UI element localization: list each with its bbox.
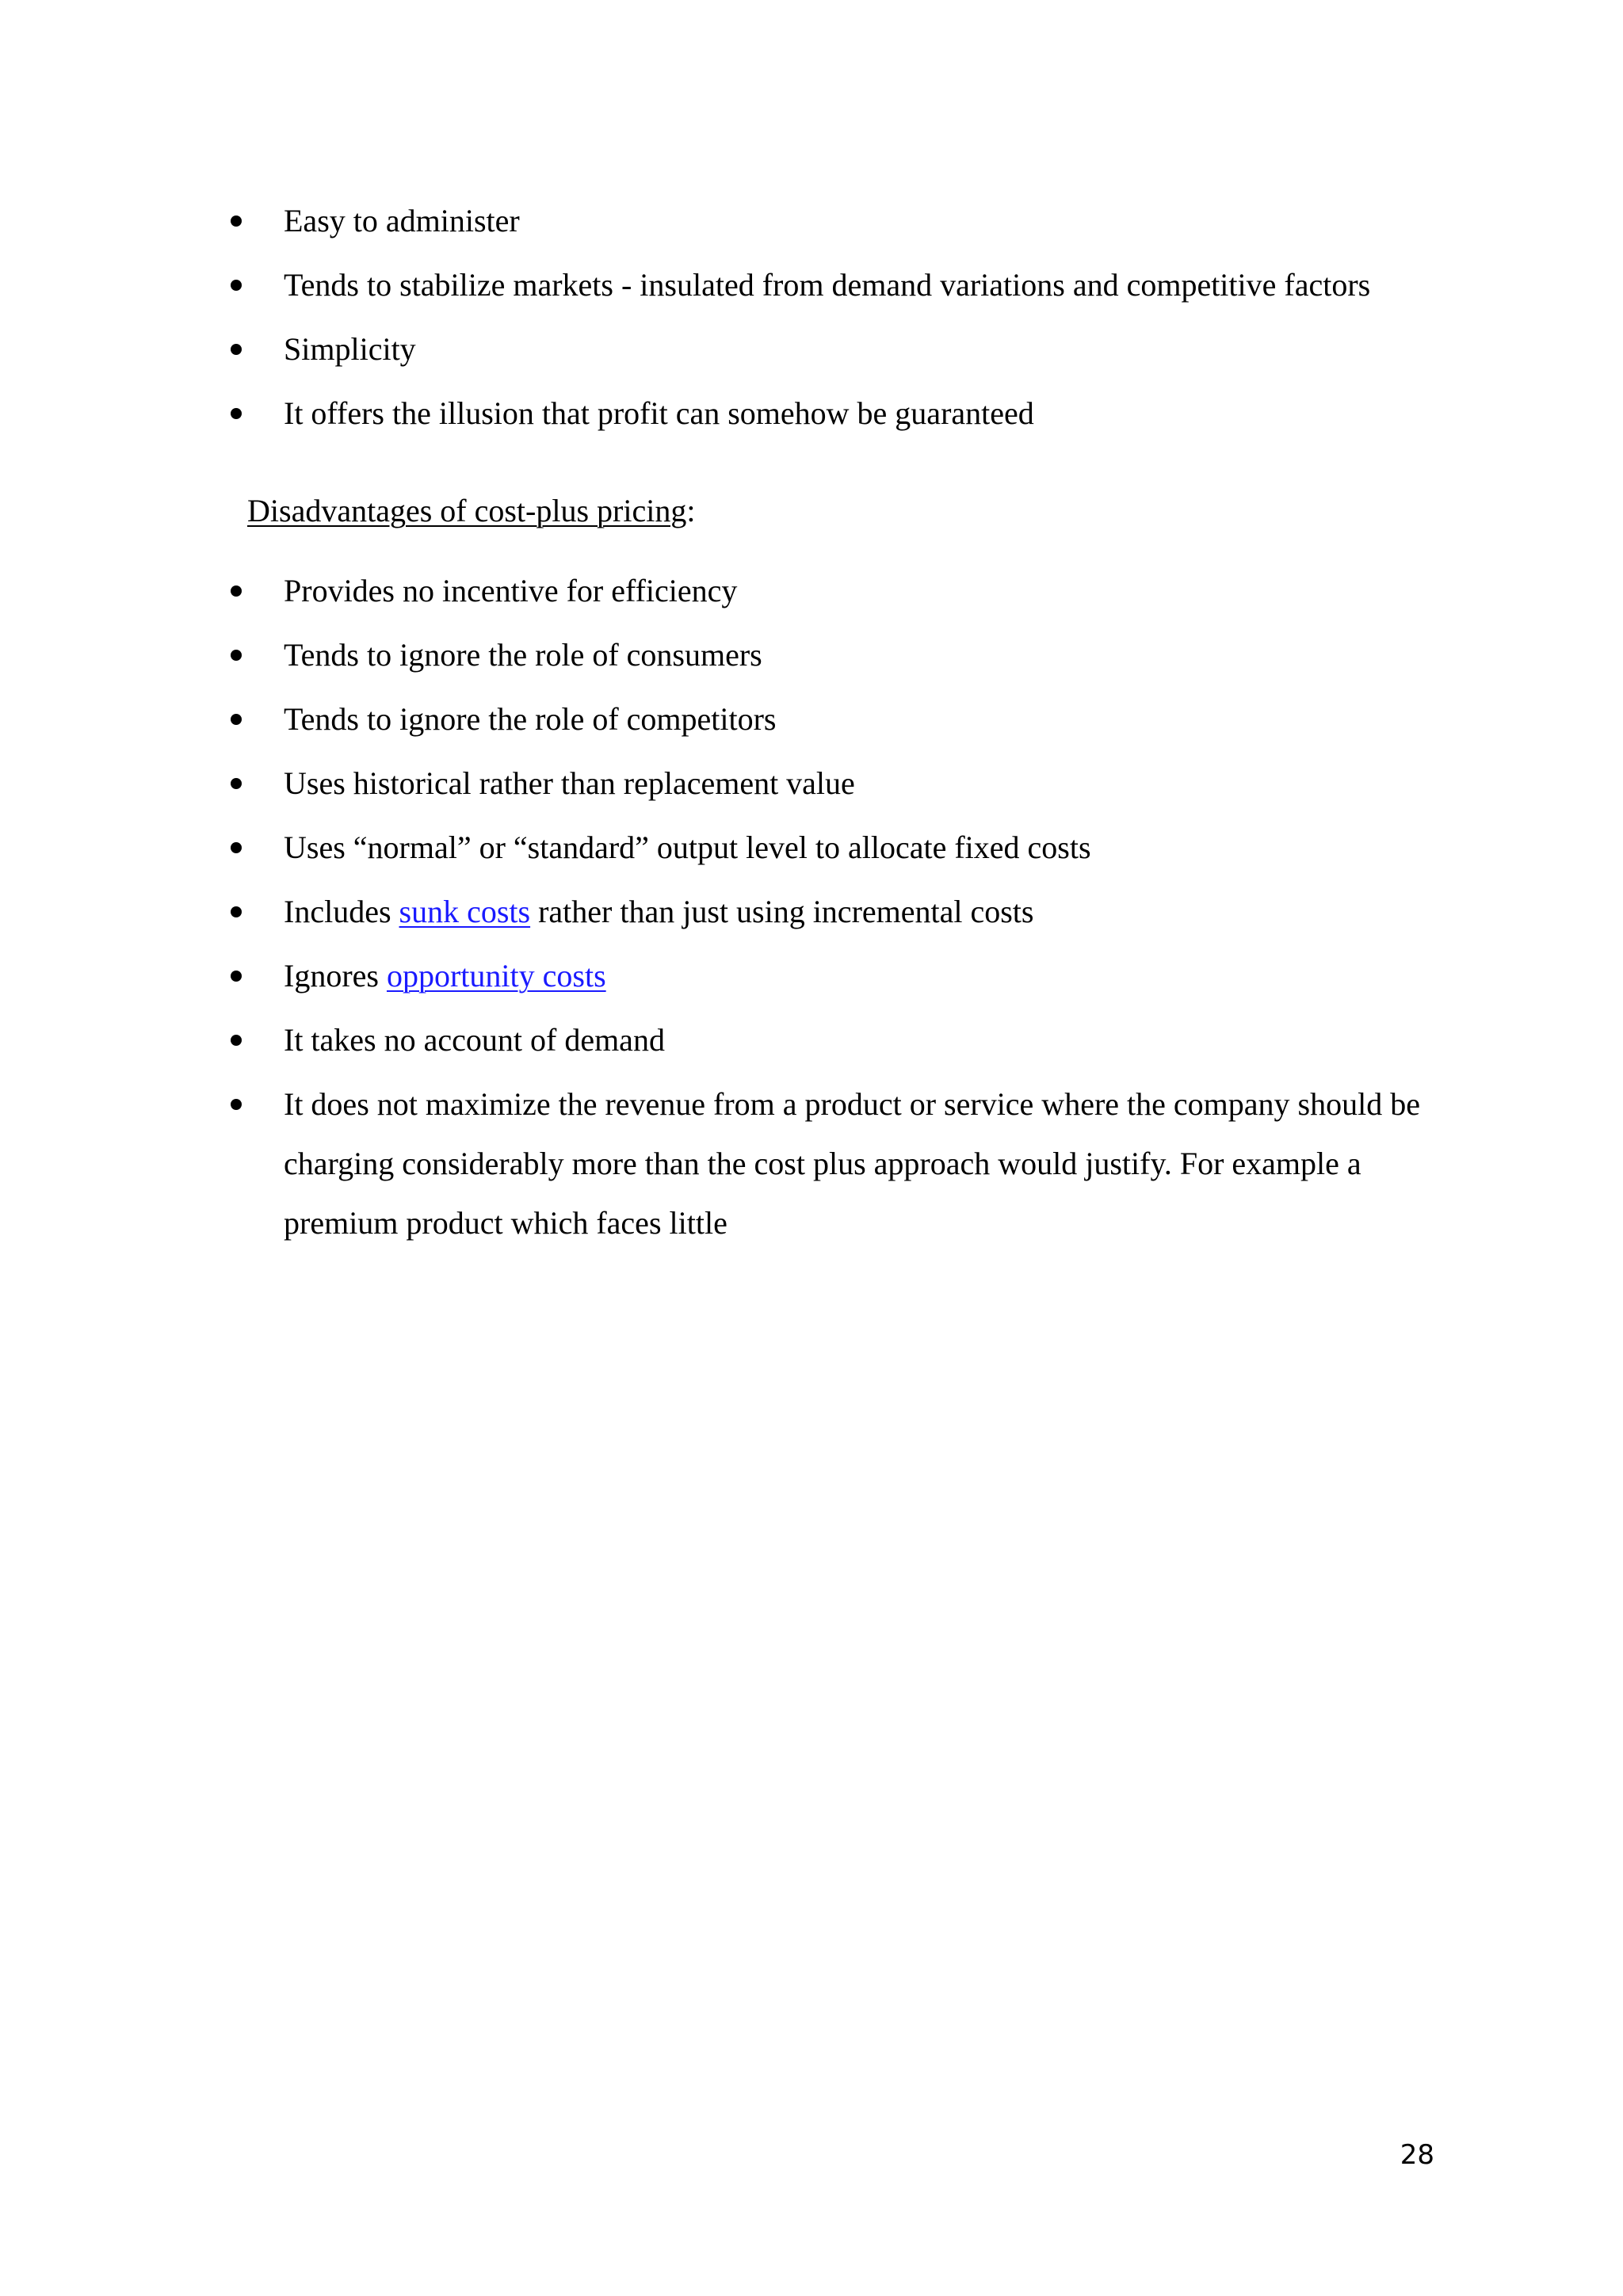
bullet-icon [231,408,242,419]
bullet-icon [231,906,242,917]
heading-colon: : [686,493,696,528]
item-text-before: Ignores [284,958,387,994]
page-number: 28 [1400,2139,1434,2171]
bullet-icon [231,971,242,982]
section-heading [247,493,695,529]
bullet-icon [231,585,242,597]
heading-text: Disadvantages of cost-plus pricing [247,493,687,528]
bullet-icon [231,1035,242,1046]
bullet-icon [231,344,242,355]
opportunity-costs-link[interactable]: opportunity costs [386,958,606,994]
bullet-icon [231,778,242,789]
bullet-icon [231,714,242,725]
bullet-icon [231,215,242,227]
sunk-costs-link[interactable]: sunk costs [399,894,531,929]
bullet-icon [231,1099,242,1110]
item-text-before: Includes [284,894,399,929]
bullet-icon [231,280,242,291]
bullet-icon [231,650,242,661]
bullet-icon [231,842,242,853]
item-text-after: rather than just using incremental costs [530,894,1034,929]
